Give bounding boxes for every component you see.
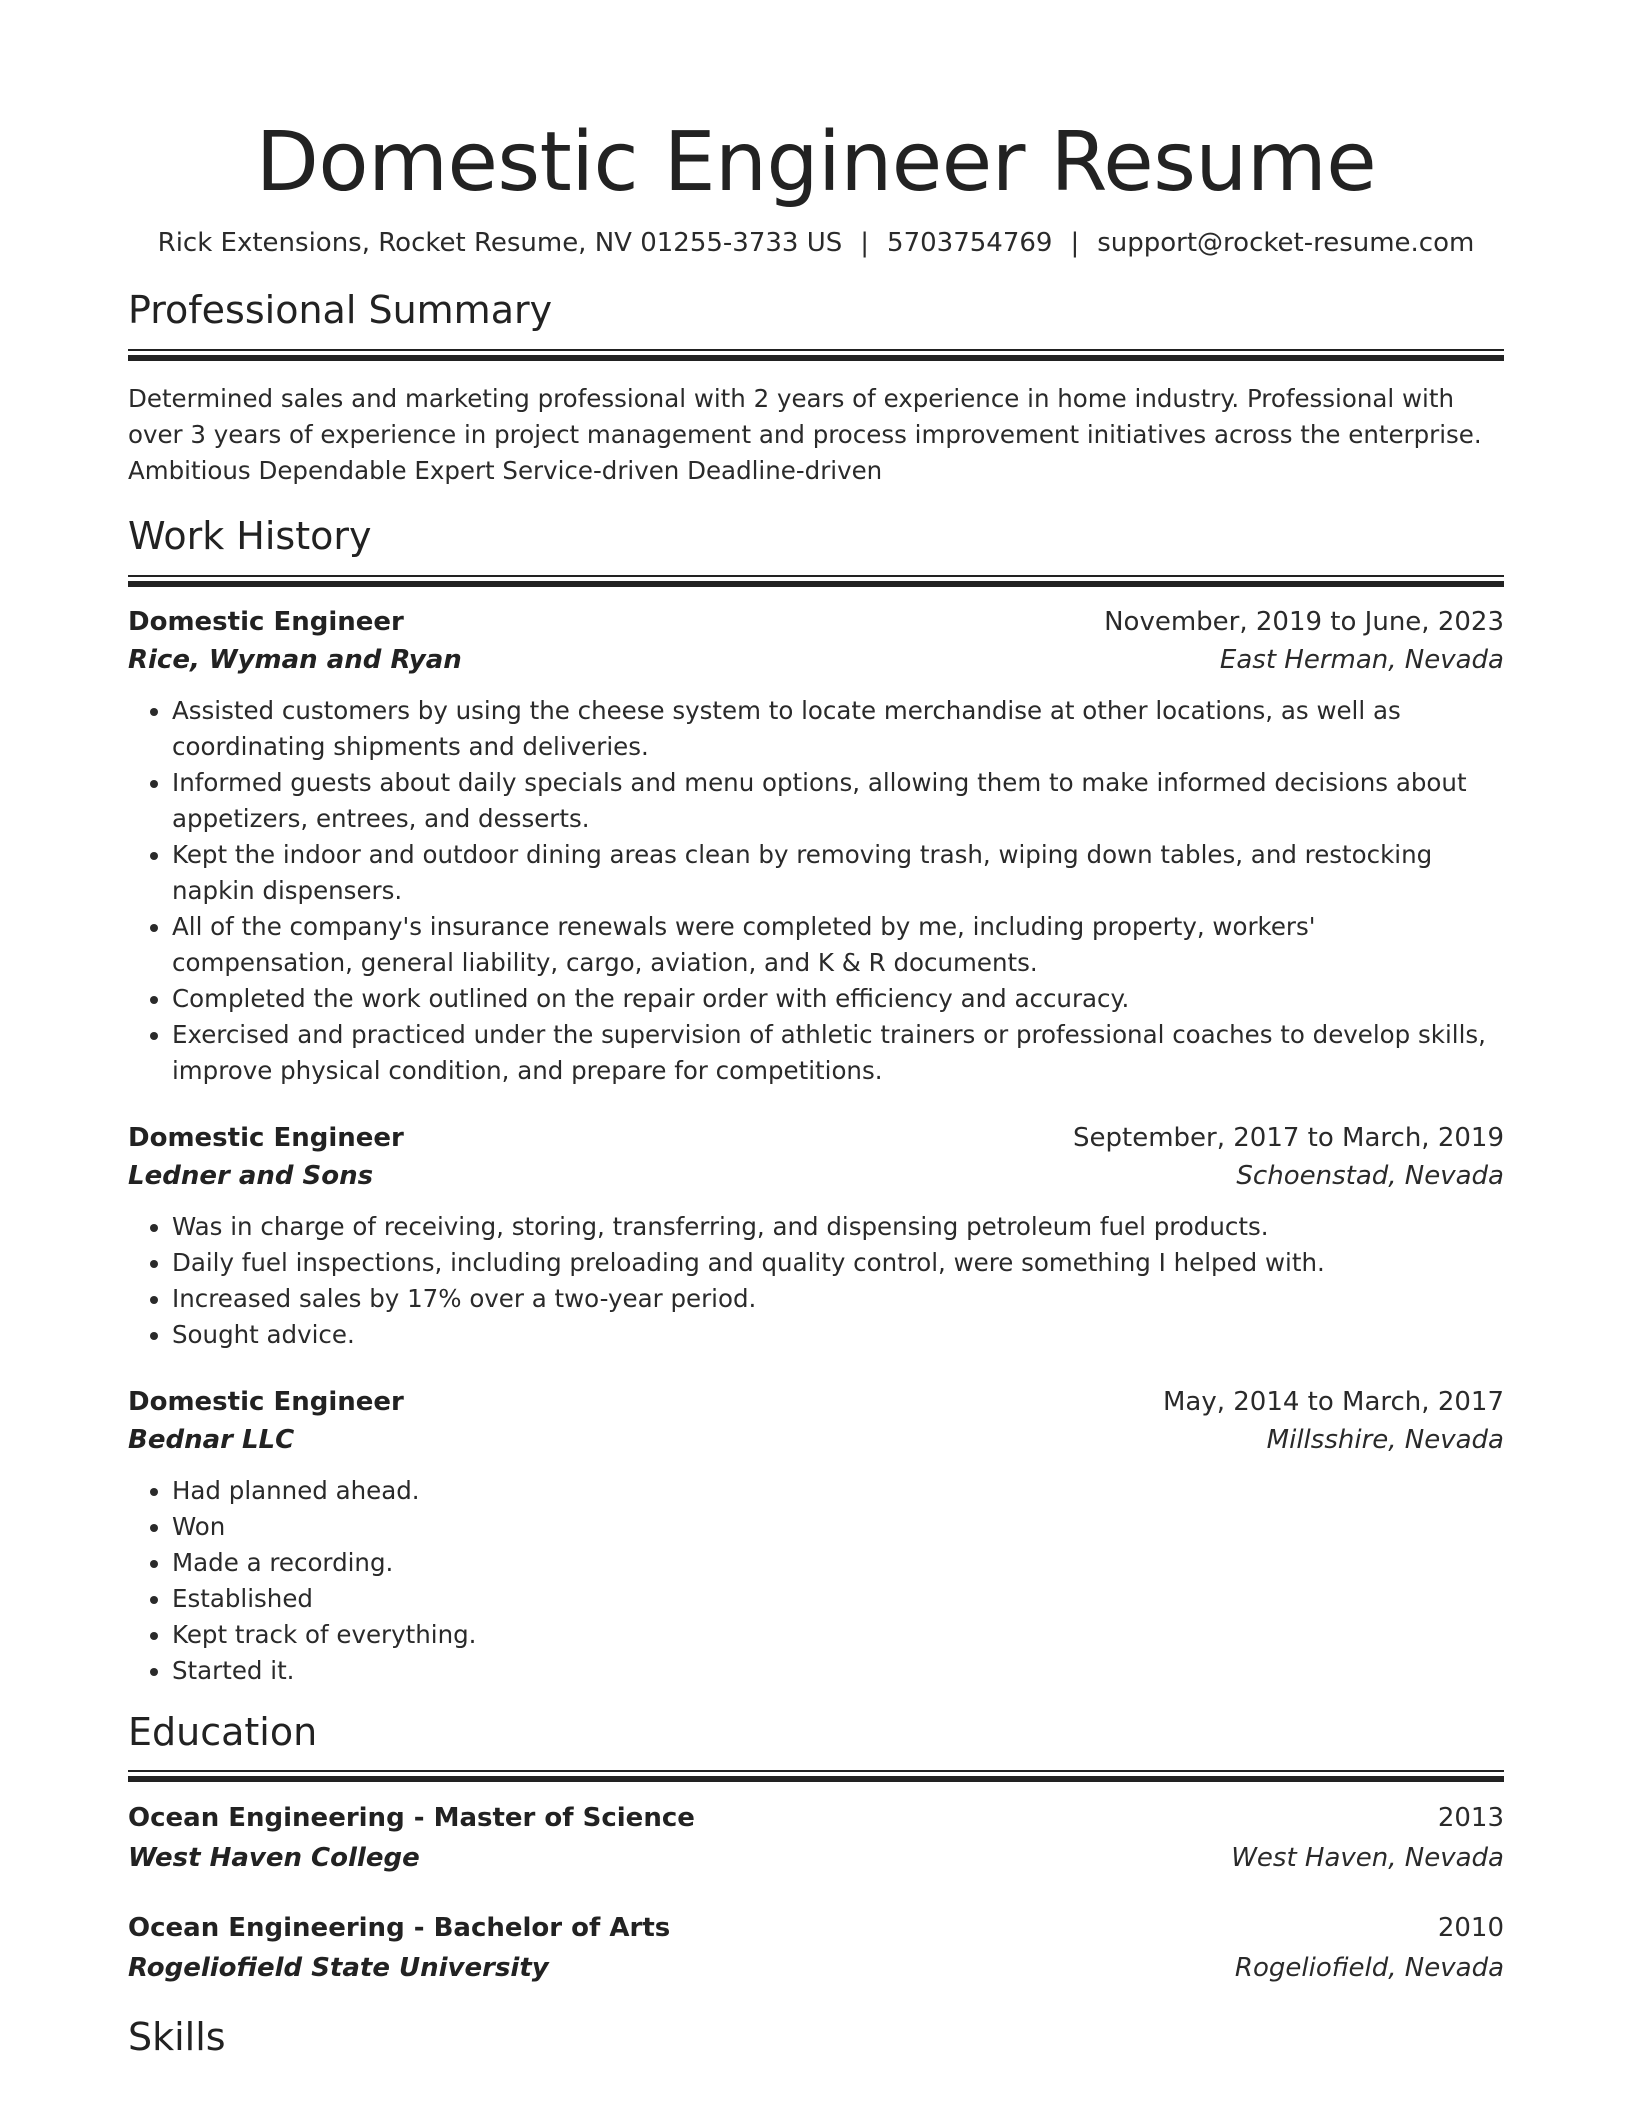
education-location: Rogeliofield, Nevada (1234, 1953, 1504, 1984)
job-bullet: • Established (172, 1581, 1504, 1617)
contact-email: support@rocket-resume.com (1097, 228, 1475, 259)
job-entry (128, 603, 1504, 1089)
resume-page (128, 0, 1504, 2060)
job-bullet: • Was in charge of receiving, storing, transferring, and dispensing petroleum fuel products. (172, 1209, 1504, 1245)
job-location: East Herman, Nevada (1219, 644, 1504, 675)
job-bullet: • Exercised and practiced under the supervision of athletic trainers or professional coaches to develop skills, improve physical condition, and prepare for competitions. (172, 1017, 1504, 1089)
contact-address: Rick Extensions, Rocket Resume, NV 01255-3733 US (157, 228, 843, 259)
education-entry (128, 1798, 1504, 1878)
education-entry (128, 1908, 1504, 1988)
job-entry (128, 1119, 1504, 1353)
section-title-skills: Skills (128, 2015, 226, 2060)
education-year: 2010 (1437, 1913, 1504, 1944)
job-bullet: • Sought advice. (172, 1317, 1504, 1353)
job-bullet: • Made a recording. (172, 1545, 1504, 1581)
summary-section (128, 289, 1504, 489)
job-bullet: • Started it. (172, 1653, 1504, 1689)
job-bullet: • Had planned ahead. (172, 1473, 1504, 1509)
job-bullet: • Completed the work outlined on the repair order with efficiency and accuracy. (172, 981, 1504, 1017)
work-section (128, 515, 1504, 1689)
section-divider (128, 575, 1504, 585)
education-school: West Haven College (128, 1843, 420, 1874)
education-location: West Haven, Nevada (1231, 1843, 1504, 1874)
job-dates: November, 2019 to June, 2023 (1104, 606, 1504, 637)
job-bullet: • Increased sales by 17% over a two-year period. (172, 1281, 1504, 1317)
job-bullet: • Kept the indoor and outdoor dining areas clean by removing trash, wiping down tables, and restocking napkin dispensers. (172, 837, 1504, 909)
contact-separator: | (1070, 228, 1080, 259)
job-dates: May, 2014 to March, 2017 (1162, 1386, 1504, 1417)
job-bullet: • Daily fuel inspections, including preloading and quality control, were something I helped with. (172, 1245, 1504, 1281)
skills-section (128, 2016, 1504, 2060)
job-company: Bednar LLC (128, 1424, 295, 1455)
education-year: 2013 (1437, 1803, 1504, 1834)
job-bullets (128, 1209, 1504, 1353)
job-bullets (128, 1473, 1504, 1689)
job-bullet: • Kept track of everything. (172, 1617, 1504, 1653)
section-title-education: Education (128, 1709, 318, 1754)
job-bullets (128, 693, 1504, 1089)
job-dates: September, 2017 to March, 2019 (1073, 1122, 1504, 1153)
job-location: Schoenstad, Nevada (1236, 1160, 1504, 1191)
contact-line (128, 228, 1504, 259)
job-company: Ledner and Sons (128, 1160, 374, 1191)
education-school: Rogeliofield State University (128, 1953, 549, 1984)
job-title: Domestic Engineer (128, 1122, 404, 1153)
job-title: Domestic Engineer (128, 1386, 404, 1417)
section-divider (128, 349, 1504, 359)
job-title: Domestic Engineer (128, 606, 404, 637)
education-section (128, 1711, 1504, 1989)
job-location: Millsshire, Nevada (1266, 1424, 1504, 1455)
section-divider (128, 1770, 1504, 1780)
job-company: Rice, Wyman and Ryan (128, 644, 462, 675)
section-title-summary: Professional Summary (128, 288, 553, 333)
job-bullet: • Assisted customers by using the cheese system to locate merchandise at other locations, as well as coordinating shipments and deliveries. (172, 693, 1504, 765)
contact-phone: 5703754769 (887, 228, 1053, 259)
section-title-work: Work History (128, 514, 372, 559)
job-entry (128, 1383, 1504, 1689)
job-bullet: • Won (172, 1509, 1504, 1545)
contact-separator: | (860, 228, 870, 259)
education-degree: Ocean Engineering - Master of Science (128, 1803, 695, 1834)
summary-text: Determined sales and marketing professional with 2 years of experience in home industry. Professional with over 3 years of experience in project management and process improvement initiatives across the enterprise. Ambitious Dependable Expert Service-driven Deadline-driven (128, 384, 1482, 486)
job-bullet: • All of the company's insurance renewals were completed by me, including property, workers' compensation, general liability, cargo, aviation, and K & R documents. (172, 909, 1504, 981)
resume-title: Domestic Engineer Resume (255, 115, 1377, 210)
education-degree: Ocean Engineering - Bachelor of Arts (128, 1913, 671, 1944)
job-bullet: • Informed guests about daily specials and menu options, allowing them to make informed decisions about appetizers, entrees, and desserts. (172, 765, 1504, 837)
